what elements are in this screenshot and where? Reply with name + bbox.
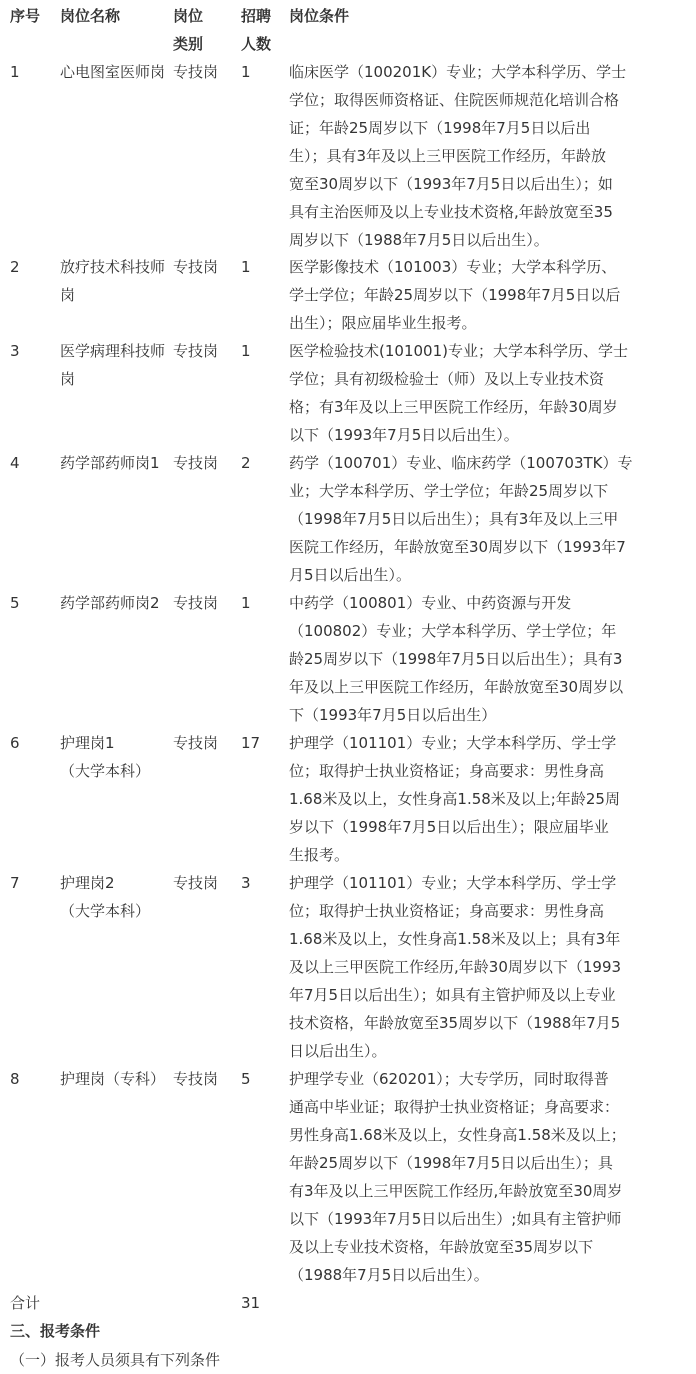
- row-position-name: 护理岗（专科）: [60, 1070, 166, 1088]
- row-position-name: 护理岗2 （大学本科）: [60, 874, 151, 920]
- row-seq: 6: [10, 734, 20, 752]
- header-position-name: 岗位名称: [60, 7, 121, 25]
- header-hire-count: 招聘 人数: [241, 7, 272, 53]
- row-hire-count: 1: [241, 342, 251, 360]
- row-seq: 7: [10, 874, 20, 892]
- row-hire-count: 5: [241, 1070, 251, 1088]
- row-position-name: 医学病理科技师 岗: [60, 342, 166, 388]
- row-seq: 1: [10, 63, 20, 81]
- row-position-name: 药学部药师岗2: [60, 594, 160, 612]
- row-conditions: 护理学（101101）专业；大学本科学历、学士学 位；取得护士执业资格证；身高要求：男性身高 1.68米及以上，女性身高1.58米及以上；具有3年 及以上三甲医院工作经历,年龄30周岁以下（1993 年7月5日以后出生）；如具有主管护师及以上专业 技术资格，年龄放宽至35周岁以下（1988年7月5 日以后出生）。: [289, 874, 622, 1060]
- row-conditions: 医学影像技术（101003）专业；大学本科学历、 学士学位；年龄25周岁以下（1998年7月5日以后 出生）；限应届毕业生报考。: [289, 258, 621, 332]
- row-position-type: 专技岗: [173, 734, 219, 752]
- cutoff-paragraph: （一）报考人员须具有下列条件: [10, 1351, 221, 1369]
- row-conditions: 药学（100701）专业、临床药学（100703TK）专 业；大学本科学历、学士学位；年龄25周岁以下 （1998年7月5日以后出生）；具有3年及以上三甲 医院工作经历，年龄放宽至30周岁以下（1993年7 月5日以后出生）。: [289, 454, 633, 584]
- row-hire-count: 1: [241, 594, 251, 612]
- row-conditions: 医学检验技术(101001)专业；大学本科学历、学士 学位；具有初级检验士（师）及以上专业技术资 格；有3年及以上三甲医院工作经历，年龄30周岁 以下（1993年7月5日以后出生）。: [289, 342, 628, 444]
- row-seq: 5: [10, 594, 20, 612]
- row-seq: 2: [10, 258, 20, 276]
- row-hire-count: 1: [241, 63, 251, 81]
- header-seq: 序号: [10, 7, 41, 25]
- row-hire-count: 1: [241, 258, 251, 276]
- row-hire-count: 2: [241, 454, 251, 472]
- row-position-type: 专技岗: [173, 594, 219, 612]
- header-conditions: 岗位条件: [289, 7, 350, 25]
- row-position-type: 专技岗: [173, 874, 219, 892]
- row-position-type: 专技岗: [173, 1070, 219, 1088]
- row-seq: 3: [10, 342, 20, 360]
- row-position-name: 放疗技术科技师 岗: [60, 258, 166, 304]
- row-position-name: 药学部药师岗1: [60, 454, 160, 472]
- row-position-name: 护理岗1 （大学本科）: [60, 734, 151, 780]
- row-conditions: 护理学专业（620201）；大专学历，同时取得普 通高中毕业证；取得护士执业资格证；身高要求： 男性身高1.68米及以上，女性身高1.58米及以上； 年龄25周岁以下（1998年7月5日以后出生）；具 有3年及以上三甲医院工作经历,年龄放宽至30周岁 以下（1993年7月5日以后出生）;如具有主管护师 及以上专业技术资格，年龄放宽至35周岁以下 （1988年7月5日以后出生）。: [289, 1070, 626, 1284]
- row-position-type: 专技岗: [173, 342, 219, 360]
- row-position-type: 专技岗: [173, 258, 219, 276]
- row-position-type: 专技岗: [173, 454, 219, 472]
- total-count: 31: [241, 1294, 261, 1312]
- header-position-type: 岗位 类别: [173, 7, 204, 53]
- row-hire-count: 17: [241, 734, 261, 752]
- row-seq: 4: [10, 454, 20, 472]
- section-heading: 三、报考条件: [10, 1322, 101, 1340]
- total-label: 合计: [10, 1294, 41, 1312]
- row-position-type: 专技岗: [173, 63, 219, 81]
- row-conditions: 临床医学（100201K）专业；大学本科学历、学士 学位；取得医师资格证、住院医师规范化培训合格 证；年龄25周岁以下（1998年7月5日以后出 生）；具有3年及以上三甲医院工作经历，年龄放 宽至30周岁以下（1993年7月5日以后出生）；如 具有主治医师及以上专业技术资格,年龄放宽至35 周岁以下（1988年7月5日以后出生）。: [289, 63, 627, 249]
- row-conditions: 护理学（101101）专业；大学本科学历、学士学 位；取得护士执业资格证；身高要求：男性身高 1.68米及以上，女性身高1.58米及以上;年龄25周 岁以下（1998年7月5日以后出生）；限应届毕业 生报考。: [289, 734, 620, 864]
- row-hire-count: 3: [241, 874, 251, 892]
- row-conditions: 中药学（100801）专业、中药资源与开发 （100802）专业；大学本科学历、学士学位；年 龄25周岁以下（1998年7月5日以后出生）；具有3 年及以上三甲医院工作经历，年龄放宽至30周岁以 下（1993年7月5日以后出生）: [289, 594, 624, 724]
- row-position-name: 心电图室医师岗: [60, 63, 166, 81]
- row-seq: 8: [10, 1070, 20, 1088]
